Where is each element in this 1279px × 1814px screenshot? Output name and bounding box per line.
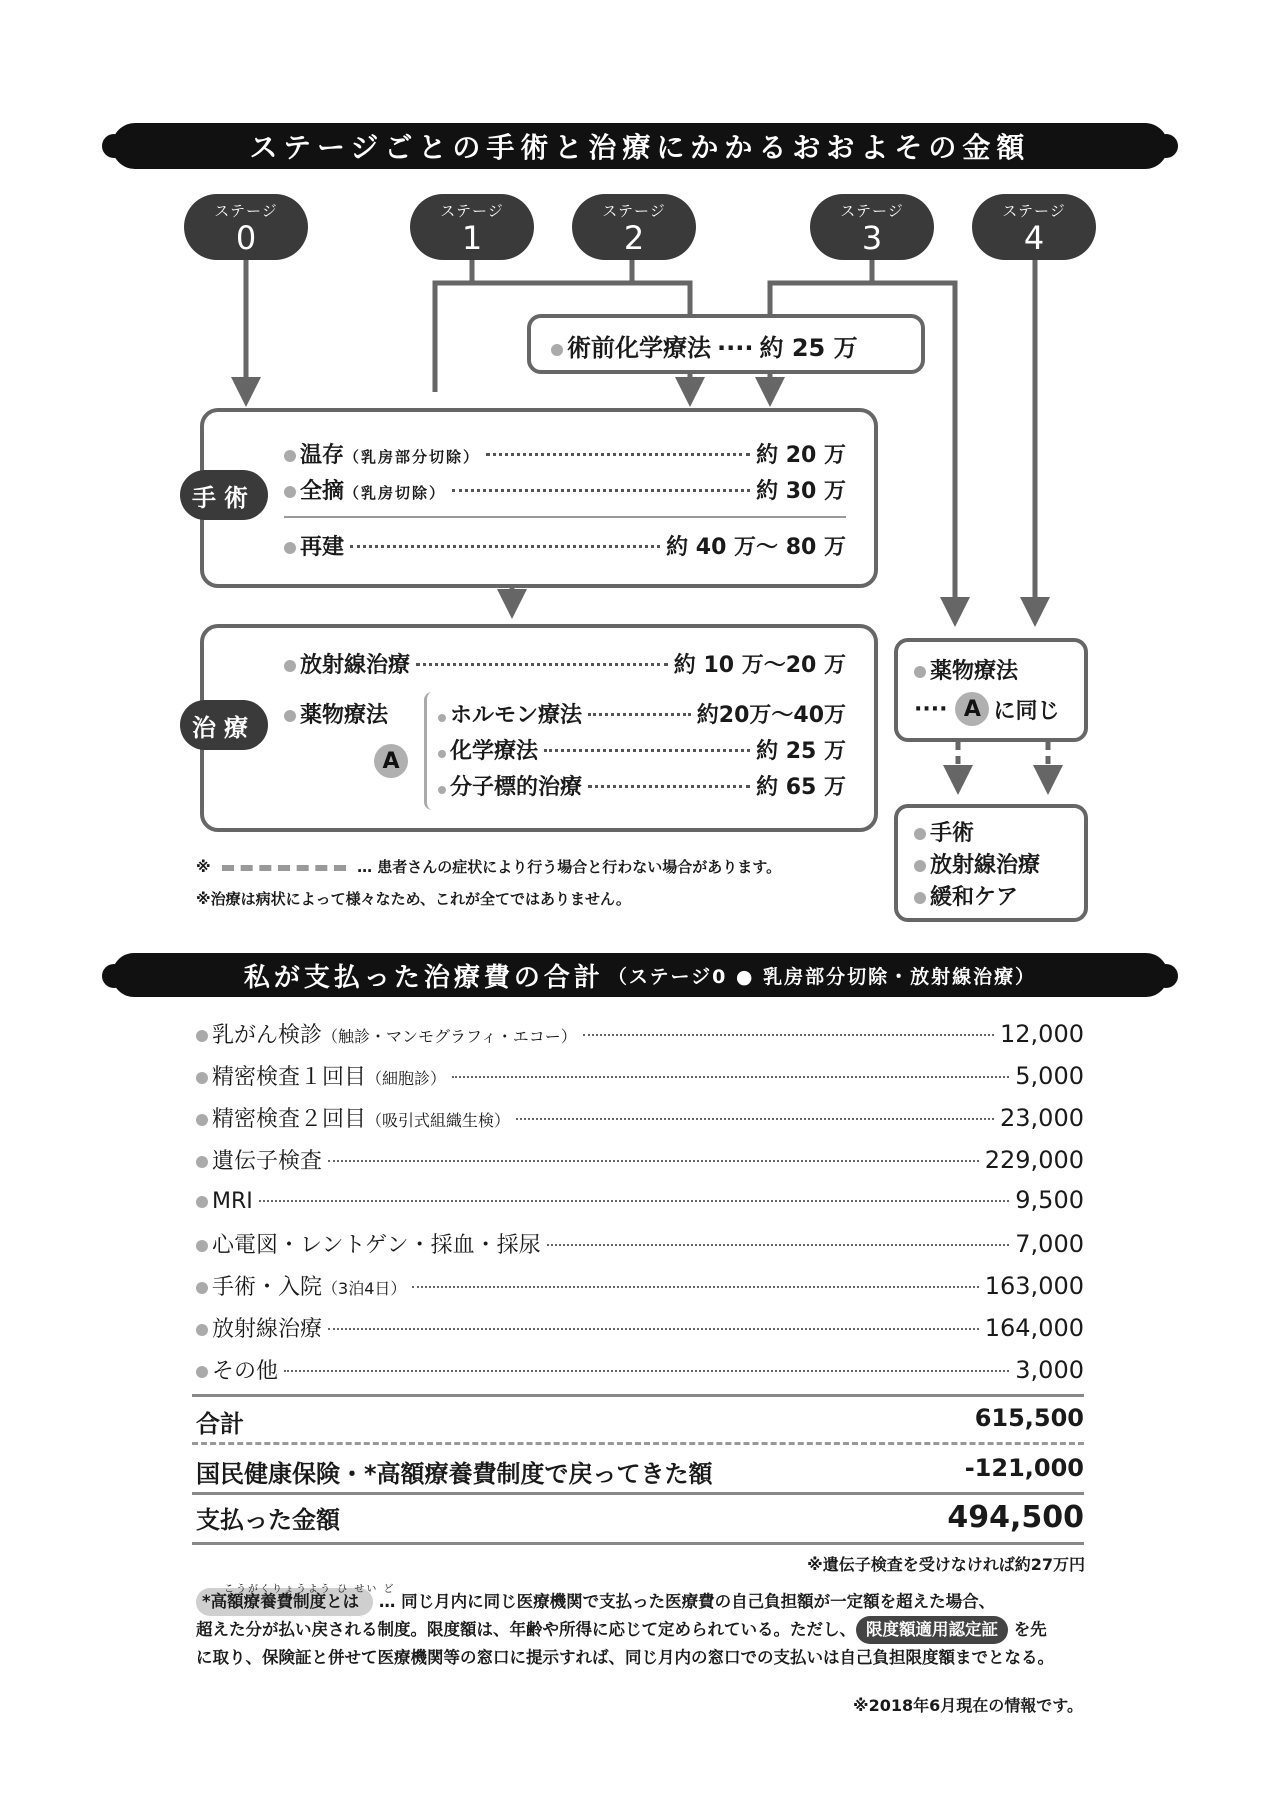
leader: [452, 1076, 1009, 1078]
item-cost: 約 25 万: [759, 334, 858, 362]
bullet-icon: [196, 1240, 208, 1252]
bullet-icon: [196, 1030, 208, 1042]
leader: [350, 545, 660, 548]
option-item: 手術: [930, 821, 975, 846]
drug-subitem: [438, 770, 846, 801]
refund-amount: -121,000: [964, 1454, 1084, 1482]
cost-row: [196, 1018, 1084, 1049]
item-name: 精密検査２回目: [212, 1107, 367, 1132]
paid-amount: 494,500: [947, 1500, 1084, 1535]
dashed-line-note: [196, 856, 781, 877]
bullet-icon: [196, 1156, 208, 1168]
subtitle-text: （ステージ0 ● 乳房部分切除・放射線治療）: [607, 965, 1037, 988]
divider: [284, 516, 846, 518]
refund-label: 国民健康保険・*高額療養費制度で戻ってきた額: [196, 1460, 713, 1488]
bullet-icon: [284, 450, 296, 462]
item-name: MRI: [212, 1189, 253, 1214]
explanation-line: を先: [1008, 1620, 1047, 1639]
item-amount: 9,500: [1015, 1186, 1084, 1214]
total-row: [196, 1404, 1084, 1439]
cost-row: [196, 1312, 1084, 1343]
leader: [583, 1034, 994, 1036]
genetic-test-footnote: ※遺伝子検査を受けなければ約27万円: [807, 1555, 1085, 1574]
item-detail: （細胞診）: [366, 1069, 447, 1088]
item-detail: （吸引式組織生検）: [366, 1111, 511, 1130]
cost-row: [196, 1144, 1084, 1175]
stage4-options-box: [894, 804, 1088, 922]
leader: [452, 489, 750, 492]
item-cost: 約 40 万～ 80 万: [666, 535, 846, 560]
item-name: ホルモン療法: [450, 703, 583, 728]
surgery-item: [284, 474, 846, 505]
option-item: 放射線治療: [930, 853, 1041, 878]
item-amount: 163,000: [984, 1272, 1084, 1300]
surgery-item: [284, 530, 846, 561]
bullet-icon: [438, 714, 446, 722]
item-detail: （触診・マンモグラフィ・エコー）: [322, 1027, 577, 1046]
stage-label: ステージ: [214, 202, 278, 220]
preop-chemo-box: [527, 314, 925, 374]
item-detail: （乳房切除）: [344, 484, 447, 502]
item-name: 温存: [300, 443, 345, 468]
bullet-icon: [196, 1114, 208, 1126]
marker-a-badge: A: [955, 692, 989, 726]
same-as-text: に同じ: [993, 698, 1060, 724]
total-amount: 615,500: [974, 1404, 1084, 1432]
bullet-icon: [196, 1366, 208, 1378]
paid-label: 支払った金額: [196, 1506, 340, 1534]
cost-row: [196, 1270, 1084, 1301]
item-name: 放射線治療: [300, 653, 411, 678]
bullet-icon: [914, 666, 926, 678]
item-amount: 7,000: [1015, 1230, 1084, 1258]
option-item: 緩和ケア: [930, 885, 1019, 910]
explanation-line: に取り、保険証と併せて医療機関等の窓口に提示すれば、同じ月内の窓口での支払いは自己負担限度額までとなる。: [196, 1648, 1054, 1667]
item-name: 放射線治療: [212, 1317, 323, 1342]
item-cost: 約 20 万: [756, 443, 846, 468]
surgery-item: [284, 438, 846, 469]
leader: ····: [914, 696, 948, 722]
stage4-drug-same-row: [914, 692, 1059, 726]
paid-row: [196, 1500, 1084, 1535]
bullet-icon: [196, 1324, 208, 1336]
refund-row: [196, 1454, 1084, 1489]
item-name: 化学療法: [450, 739, 539, 764]
drug-subitem: [438, 734, 846, 765]
item-amount: 23,000: [1000, 1104, 1084, 1132]
stage-2-pill: [572, 194, 696, 260]
leader: [259, 1200, 1010, 1202]
bullet-icon: [284, 542, 296, 554]
bullet-icon: [196, 1072, 208, 1084]
stage-label: ステージ: [440, 202, 504, 220]
item-name: 薬物療法: [300, 703, 389, 728]
treatment-box: [200, 624, 878, 832]
item-cost: 約20万～40万: [696, 703, 846, 728]
stage-number: 3: [861, 219, 883, 257]
leader: [516, 1118, 994, 1120]
item-cost: 約 30 万: [756, 479, 846, 504]
leader: [588, 713, 691, 716]
divider: [192, 1542, 1084, 1545]
stage-label: ステージ: [602, 202, 666, 220]
ruby-text: こうがくりょうよう ひ せい ど: [224, 1584, 396, 1595]
total-label: 合計: [196, 1410, 244, 1438]
leader: [328, 1160, 979, 1162]
section-title-my-costs: [112, 953, 1168, 997]
divider: [192, 1492, 1084, 1495]
term-pill: [196, 1584, 396, 1616]
explanation-paragraph: [196, 1584, 1096, 1672]
stage-number: 1: [461, 219, 483, 257]
stage-1-pill: [410, 194, 534, 260]
item-amount: 229,000: [984, 1146, 1084, 1174]
item-detail: （乳房部分切除）: [344, 448, 481, 466]
cost-row: [196, 1060, 1084, 1091]
bullet-icon: [914, 860, 926, 872]
item-name: 再建: [300, 535, 345, 560]
stage-4-pill: [972, 194, 1096, 260]
radiation-item: [284, 648, 846, 679]
item-name: 術前化学療法: [567, 334, 711, 362]
explanation-line: 超えた分が払い戻される制度。限度額は、年齢や所得に応じて定められている。ただし、: [196, 1620, 856, 1639]
stage-label: ステージ: [840, 202, 904, 220]
leader: [544, 749, 750, 752]
item-name: 遺伝子検査: [212, 1149, 323, 1174]
title-text: 私が支払った治療費の合計: [243, 962, 604, 993]
bullet-icon: [196, 1282, 208, 1294]
bullet-icon: [438, 786, 446, 794]
item-amount: 5,000: [1015, 1062, 1084, 1090]
stage4-drug-row: [914, 654, 1018, 685]
item-name: 分子標的治療: [450, 775, 583, 800]
bullet-icon: [438, 750, 446, 758]
stage-label: ステージ: [1002, 202, 1066, 220]
divider: [192, 1394, 1084, 1397]
item-name: 薬物療法: [930, 659, 1019, 684]
explanation-line: … 同じ月内に同じ医療機関で支払った医療費の自己負担額が一定額を超えた場合、: [373, 1592, 996, 1611]
stage-number: 0: [235, 219, 257, 257]
stage-3-pill: [810, 194, 934, 260]
item-amount: 164,000: [984, 1314, 1084, 1342]
leader: ····: [717, 334, 754, 362]
divider: [192, 1442, 1084, 1445]
leader: [588, 785, 750, 788]
treatment-tag: 治療: [180, 700, 268, 750]
item-name: 乳がん検診: [212, 1023, 323, 1048]
dashed-legend: [222, 865, 346, 871]
leader: [547, 1244, 1010, 1246]
leader: [416, 663, 668, 666]
bullet-icon: [551, 344, 563, 356]
bullet-icon: [196, 1196, 208, 1208]
marker-a-badge: A: [374, 744, 408, 778]
certificate-pill: 限度額適用認定証: [856, 1616, 1008, 1644]
leader: [486, 453, 750, 456]
cost-row: [196, 1102, 1084, 1133]
item-cost: 約 65 万: [756, 775, 846, 800]
title-text: ステージごとの手術と治療にかかるおおよその金額: [249, 131, 1031, 164]
cost-row: [196, 1354, 1084, 1385]
bullet-icon: [914, 828, 926, 840]
item-detail: （3泊4日）: [322, 1279, 407, 1298]
item-cost: 約 10 万～20 万: [673, 653, 846, 678]
stage4-drug-box: [894, 638, 1088, 742]
cost-row: [196, 1228, 1084, 1259]
bullet-icon: [284, 710, 296, 722]
leader: [328, 1328, 979, 1330]
drug-therapy-item: [284, 698, 388, 729]
surgery-tag: 手術: [180, 470, 268, 520]
term-text: *高額療養費制度とは: [202, 1592, 360, 1611]
stage-0-pill: [184, 194, 308, 260]
item-name: 手術・入院: [212, 1275, 323, 1300]
stage-number: 4: [1023, 219, 1045, 257]
item-name: 精密検査１回目: [212, 1065, 367, 1090]
leader: [284, 1370, 1009, 1372]
bracket: [424, 692, 437, 810]
item-name: 全摘: [300, 479, 345, 504]
item-amount: 3,000: [1015, 1356, 1084, 1384]
item-cost: 約 25 万: [756, 739, 846, 764]
date-note: ※2018年6月現在の情報です。: [853, 1696, 1083, 1715]
item-name: 心電図・レントゲン・採血・採尿: [212, 1233, 541, 1258]
bullet-icon: [914, 892, 926, 904]
note-text: … 患者さんの症状により行う場合と行わない場合があります。: [357, 858, 782, 876]
drug-subitem: [438, 698, 846, 729]
surgery-box: [200, 408, 878, 588]
cost-row: [196, 1186, 1084, 1214]
note-mark: ※: [196, 858, 211, 876]
item-amount: 12,000: [1000, 1020, 1084, 1048]
leader: [412, 1286, 978, 1288]
bullet-icon: [284, 660, 296, 672]
bullet-icon: [284, 486, 296, 498]
item-name: その他: [212, 1359, 279, 1384]
stage-number: 2: [623, 219, 645, 257]
treatment-note: ※治療は病状によって様々なため、これが全てではありません。: [196, 890, 631, 908]
